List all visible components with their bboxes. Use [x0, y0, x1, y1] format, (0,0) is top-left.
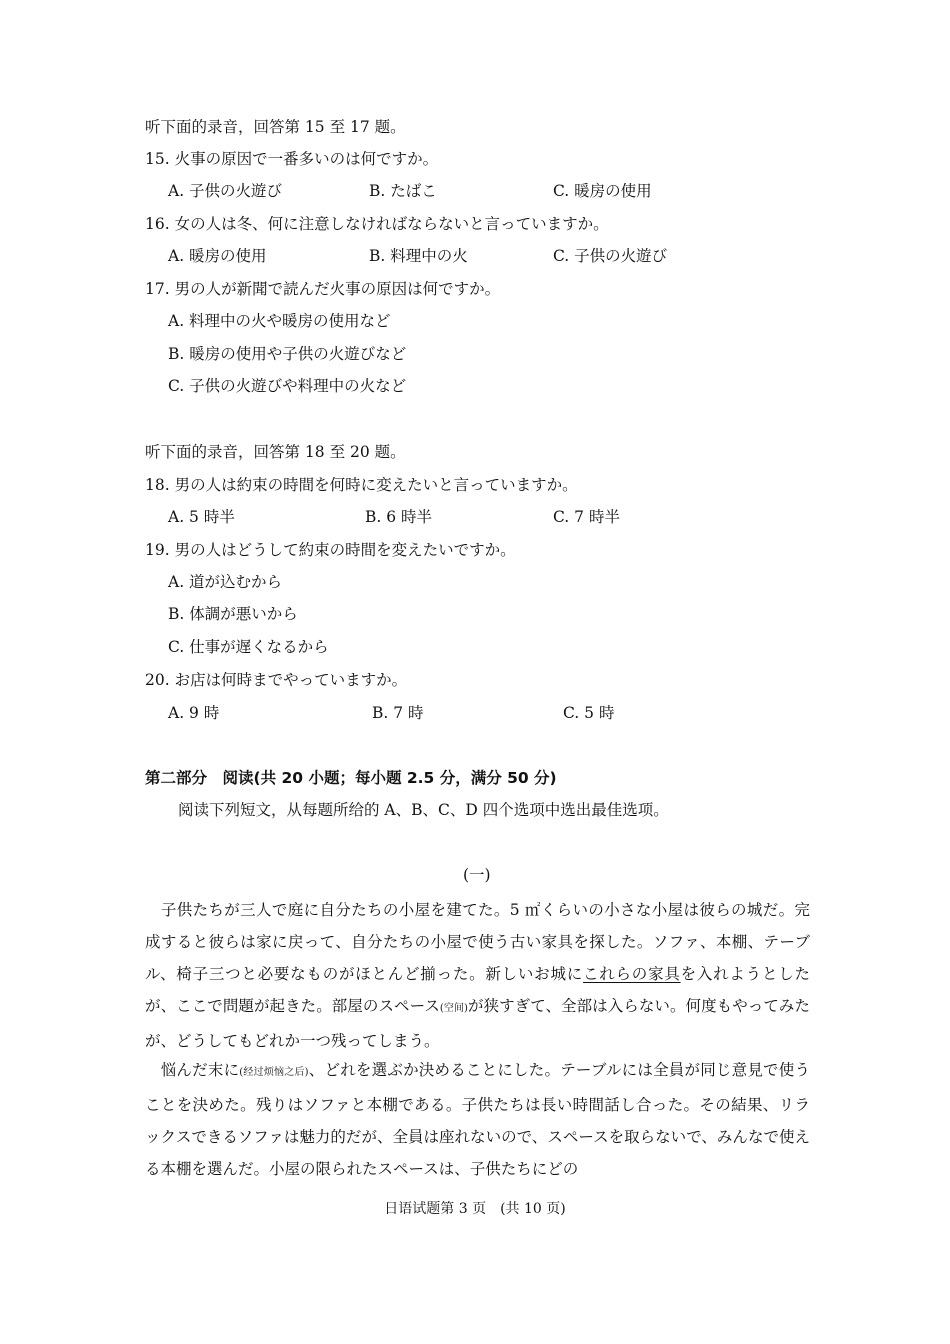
- q15-option-a: A. 子供の火遊び: [168, 182, 283, 200]
- reading-heading: 第二部分 阅读(共 20 小题；每小题 2.5 分，满分 50 分): [145, 769, 557, 787]
- q18-option-a: A. 5 時半: [168, 508, 235, 526]
- q19-option-b: B. 体調が悪いから: [168, 605, 298, 623]
- q18-option-c: C. 7 時半: [553, 508, 620, 526]
- q17-option-b: B. 暖房の使用や子供の火遊びなど: [168, 345, 407, 363]
- q18-option-b: B. 6 時半: [365, 508, 433, 526]
- q15-stem: 15. 火事の原因で一番多いのは何ですか。: [145, 150, 439, 168]
- q15-option-c: C. 暖房の使用: [553, 182, 652, 200]
- gloss-worry: (经过烦恼之后): [239, 1067, 309, 1078]
- group2-intro: 听下面的录音，回答第 18 至 20 题。: [145, 443, 406, 461]
- gloss-space: (空间): [439, 1003, 468, 1014]
- page-footer: 日语试题第 3 页 (共 10 页): [384, 1201, 566, 1217]
- p1-text-b: を入れようとしたが、ここで問題が起きた。部屋のスペース: [145, 965, 810, 1015]
- group1-intro: 听下面的录音，回答第 15 至 17 题。: [145, 118, 406, 136]
- q19-option-c: C. 仕事が遅くなるから: [168, 638, 329, 656]
- p1-text-a: 子供たちが三人で庭に自分たちの小屋を建てた。5 ㎡くらいの小さな小屋は彼らの城だ。完成すると彼らは家に戻って、自分たちの小屋で使う古い家具を探した。ソファ、本棚、テーブル、椅子三つと必要なものがほとんど揃った。新しいお城に: [145, 901, 810, 983]
- underlined-phrase: これらの家具: [583, 965, 681, 983]
- passage-paragraph-2: [145, 1054, 810, 1185]
- q20-option-c: C. 5 時: [563, 704, 615, 722]
- q16-stem: 16. 女の人は冬、何に注意しなければならないと言っていますか。: [145, 215, 609, 233]
- p2-text-a: 悩んだ末に: [145, 1061, 240, 1079]
- q16-option-a: A. 暖房の使用: [168, 247, 267, 265]
- q20-option-b: B. 7 時: [372, 704, 424, 722]
- q16-option-c: C. 子供の火遊び: [553, 247, 668, 265]
- q18-stem: 18. 男の人は約束の時間を何時に変えたいと言っていますか。: [145, 476, 578, 494]
- reading-instruction: 阅读下列短文，从每题所给的 A、B、C、D 四个选项中选出最佳选项。: [178, 801, 669, 819]
- q17-option-c: C. 子供の火遊びや料理中の火など: [168, 377, 407, 395]
- q19-option-a: A. 道が込むから: [168, 573, 283, 591]
- q20-stem: 20. お店は何時までやっていますか。: [145, 671, 408, 689]
- passage-paragraph-1: [145, 894, 810, 1057]
- p2-text-b: 、どれを選ぶか決めることにした。テーブルには全員が同じ意見で使うことを決めた。残りはソファと本棚である。子供たちは長い時間話し合った。その結果、リラックスできるソファは魅力的だが、全員は座れないので、スペースを取らないで、みんなで使える本棚を選んだ。小屋の限られたスペースは、子供たちにどの: [145, 1061, 810, 1178]
- q17-stem: 17. 男の人が新聞で読んだ火事の原因は何ですか。: [145, 280, 501, 298]
- q15-option-b: B. たばこ: [369, 182, 437, 200]
- q20-option-a: A. 9 時: [168, 704, 220, 722]
- q19-stem: 19. 男の人はどうして約束の時間を変えたいですか。: [145, 541, 516, 559]
- p1-text-c: が狭すぎて、全部は入らない。何度もやってみたが、どうしてもどれか一つ残ってしまう。: [145, 997, 810, 1050]
- q16-option-b: B. 料理中の火: [369, 247, 468, 265]
- passage-title: (一): [463, 866, 491, 884]
- q17-option-a: A. 料理中の火や暖房の使用など: [168, 312, 391, 330]
